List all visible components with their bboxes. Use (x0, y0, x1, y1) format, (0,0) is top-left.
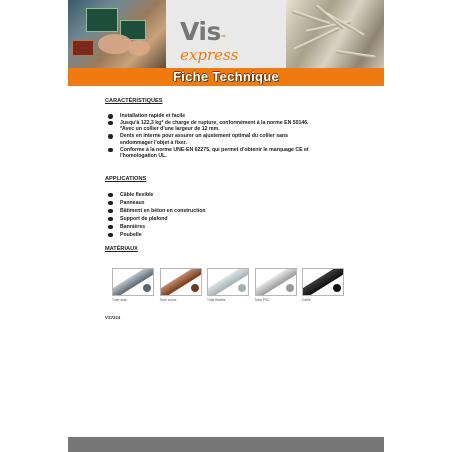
material-item (302, 268, 342, 302)
caracteristique-line: *Avec un collier d'une largeur de 12 mm. (120, 126, 220, 133)
tube-end (238, 284, 246, 292)
material-caption: Câble (302, 298, 311, 302)
application-item (108, 199, 378, 207)
technical-sheet (68, 0, 384, 452)
caracteristique-item (108, 113, 378, 120)
application-item (108, 231, 378, 239)
bullet-icon (108, 193, 113, 198)
caracteristique-line: Conforme à la norme UNE-EN 62275, qui permet d'obtenir le marquage CE et (120, 146, 309, 153)
material-caption: Tube flexible (207, 298, 226, 302)
application-item (108, 223, 378, 231)
bullet-icon (108, 209, 113, 214)
application-label: Poubelle (120, 232, 142, 238)
caracteristique-item (108, 120, 378, 133)
material-caption: Tube PVC (254, 298, 270, 302)
application-label: Câble flexible (120, 192, 154, 198)
material-item (160, 268, 200, 302)
caracteristique-line: Jusqu'à 122,3 kg* de charge de rupture, conformément à la norme EN 50146. (120, 119, 309, 126)
material-image (112, 268, 154, 296)
application-label: Bâtiment en béton en construction (120, 208, 206, 214)
caracteristique-item (108, 147, 378, 160)
applications-list (108, 191, 378, 239)
bullet-icon (108, 201, 113, 206)
tube-end (333, 284, 341, 292)
caracteristique-line: Dents en interne pour assurer un ajustement optimal du collier sans (120, 133, 289, 140)
section-title-materiaux: MATÉRIAUX (105, 246, 138, 252)
bullet-icon (108, 148, 113, 153)
bullet-icon (108, 134, 113, 139)
bullet-icon (108, 233, 113, 238)
caracteristique-line: endommager l'objet à fixer. (120, 139, 187, 146)
section-title-caracteristiques: CARACTÉRISTIQUES (105, 98, 163, 104)
footer-bar (68, 437, 384, 452)
bullet-icon (108, 121, 113, 126)
caracteristique-line: l'homologation UL. (120, 153, 167, 160)
bullet-icon (108, 114, 113, 119)
application-item (108, 191, 378, 199)
caracteristiques-list (108, 113, 378, 160)
application-item (108, 215, 378, 223)
header-photo-screws (286, 0, 384, 68)
application-label: Bannières (120, 224, 146, 230)
tube-end (286, 284, 294, 292)
banner-title: Fiche Technique (172, 69, 280, 84)
material-image (255, 268, 297, 296)
material-image (160, 268, 202, 296)
material-caption: Tube acier (112, 298, 128, 302)
bullet-icon (108, 225, 113, 230)
material-image (302, 268, 344, 296)
material-item (112, 268, 152, 302)
logo-express-text: express (180, 46, 239, 64)
logo-vis-text: Vis (180, 17, 221, 46)
bullet-icon (108, 217, 113, 222)
application-item (108, 207, 378, 215)
header-photo-electronics (68, 0, 166, 68)
vis-express-logo (180, 17, 280, 64)
header (68, 0, 384, 68)
product-reference: VS7214 (105, 315, 121, 320)
caracteristique-item (108, 133, 378, 146)
application-label: Support de plafond (120, 216, 168, 222)
application-label: Panneaux (120, 200, 145, 206)
section-title-applications: APPLICATIONS (105, 176, 147, 182)
material-item (207, 268, 247, 302)
logo-separator: - (220, 26, 226, 44)
tube-end (143, 284, 151, 292)
tube-end (191, 284, 199, 292)
caracteristique-line: Installation rapide et facile (120, 113, 186, 119)
material-image (207, 268, 249, 296)
material-caption: Tube cuivre (159, 298, 177, 302)
material-item (255, 268, 295, 302)
